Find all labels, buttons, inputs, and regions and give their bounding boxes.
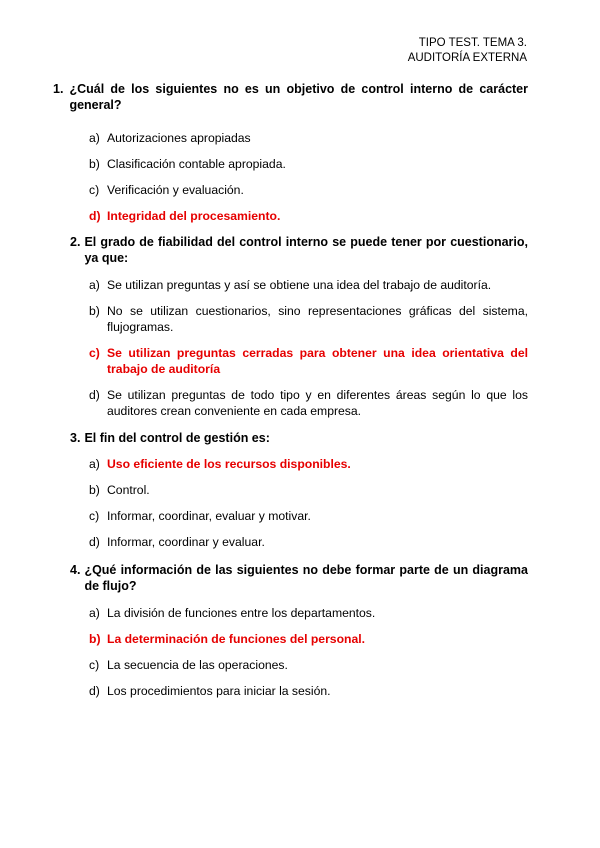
option-4d xyxy=(89,683,528,699)
option-letter: a) xyxy=(89,131,100,145)
option-letter: a) xyxy=(89,606,100,620)
option-letter: c) xyxy=(89,346,100,360)
option-3c xyxy=(89,508,528,524)
option-3b xyxy=(89,482,528,498)
option-text: Informar, coordinar, evaluar y motivar. xyxy=(107,509,311,523)
question-text: El grado de fiabilidad del control interno se puede tener por cuestionario, ya que: xyxy=(84,235,528,265)
option-letter: a) xyxy=(89,278,100,292)
option-1c xyxy=(89,182,528,198)
option-letter: d) xyxy=(89,388,100,402)
option-letter: c) xyxy=(89,509,100,523)
option-text: Informar, coordinar y evaluar. xyxy=(107,535,265,549)
option-text: Verificación y evaluación. xyxy=(107,183,244,197)
question-text: El fin del control de gestión es: xyxy=(84,431,270,445)
option-2d xyxy=(89,387,528,419)
option-text: Autorizaciones apropiadas xyxy=(107,131,251,145)
option-1b xyxy=(89,156,528,172)
question-list xyxy=(53,81,528,699)
option-text: Control. xyxy=(107,483,150,497)
question-1 xyxy=(53,81,528,113)
option-4c xyxy=(89,657,528,673)
option-2b xyxy=(89,303,528,335)
document-header xyxy=(408,36,527,66)
question-text: ¿Qué información de las siguientes no debe formar parte de un diagrama de flujo? xyxy=(84,563,528,593)
option-letter: c) xyxy=(89,183,100,197)
option-text: La determinación de funciones del personal. xyxy=(107,632,366,646)
option-text: No se utilizan cuestionarios, sino representaciones gráficas del sistema, flujogramas. xyxy=(107,304,528,334)
option-3a-correct xyxy=(89,456,528,472)
option-letter: b) xyxy=(89,304,100,318)
option-text: La secuencia de las operaciones. xyxy=(107,658,288,672)
option-1d-correct xyxy=(89,208,528,224)
option-text: Los procedimientos para iniciar la sesión. xyxy=(107,684,331,698)
option-letter: d) xyxy=(89,684,100,698)
option-4b-correct xyxy=(89,631,528,647)
option-letter: b) xyxy=(89,157,100,171)
option-text: Uso eficiente de los recursos disponibles. xyxy=(107,457,351,471)
option-letter: a) xyxy=(89,457,100,471)
option-text: Integridad del procesamiento. xyxy=(107,209,281,223)
question-4 xyxy=(70,562,528,594)
option-text: La división de funciones entre los departamentos. xyxy=(107,606,376,620)
question-number: 4. xyxy=(70,563,81,577)
option-text: Clasificación contable apropiada. xyxy=(107,157,286,171)
question-3 xyxy=(70,430,528,446)
option-letter: d) xyxy=(89,535,100,549)
option-text: Se utilizan preguntas y así se obtiene una idea del trabajo de auditoría. xyxy=(107,278,492,292)
option-letter: d) xyxy=(89,209,101,223)
question-2 xyxy=(70,234,528,266)
question-number: 2. xyxy=(70,235,81,249)
question-text: ¿Cuál de los siguientes no es un objetivo de control interno de carácter general? xyxy=(69,82,528,112)
header-line-2: AUDITORÍA EXTERNA xyxy=(407,52,527,64)
option-2c-correct xyxy=(89,345,528,377)
question-number: 1. xyxy=(53,82,64,96)
option-2a xyxy=(89,277,528,293)
option-text: Se utilizan preguntas cerradas para obtener una idea orientativa del trabajo de auditoría xyxy=(107,346,528,376)
option-text: Se utilizan preguntas de todo tipo y en diferentes áreas según lo que los auditores crean conveniente en cada empresa. xyxy=(107,388,528,418)
option-4a xyxy=(89,605,528,621)
option-letter: b) xyxy=(89,483,100,497)
question-number: 3. xyxy=(70,431,81,445)
option-letter: b) xyxy=(89,632,101,646)
header-line-1: TIPO TEST. TEMA 3. xyxy=(418,37,527,49)
option-3d xyxy=(89,534,528,550)
option-1a xyxy=(89,130,528,146)
option-letter: c) xyxy=(89,658,100,672)
